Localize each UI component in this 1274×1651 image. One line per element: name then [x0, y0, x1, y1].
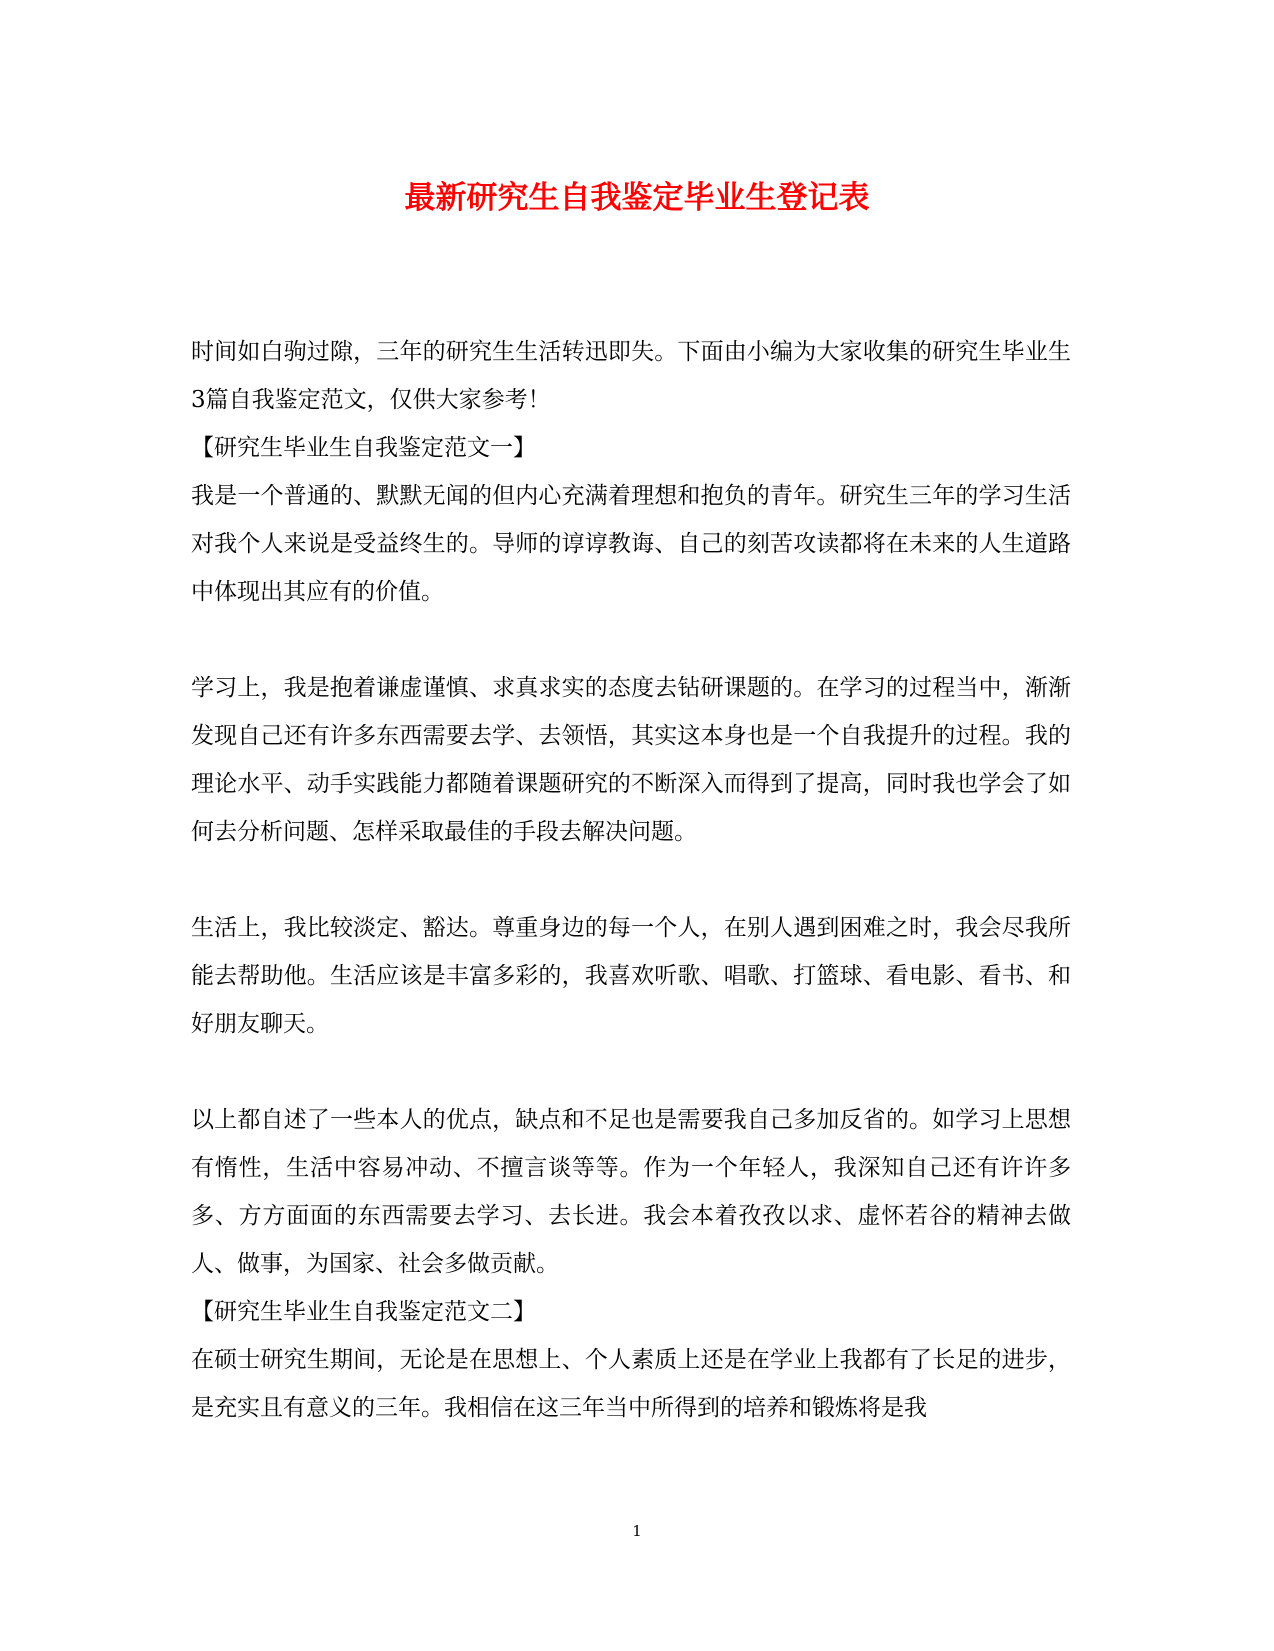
document-body — [191, 328, 1071, 1432]
paragraph: 在硕士研究生期间，无论是在思想上、个人素质上还是在学业上我都有了长足的进步，是充实且有意义的三年。我相信在这三年当中所得到的培养和锻炼将是我 — [191, 1347, 1071, 1421]
section-heading-two: 【研究生毕业生自我鉴定范文二】 — [191, 1299, 536, 1325]
section-heading-one: 【研究生毕业生自我鉴定范文一】 — [191, 435, 536, 461]
page-number: 1 — [632, 1522, 642, 1540]
paragraph: 以上都自述了一些本人的优点，缺点和不足也是需要我自己多加反省的。如学习上思想有惰性，生活中容易冲动、不擅言谈等等。作为一个年轻人，我深知自己还有许许多多、方方面面的东西需要去学习、去长进。我会本着孜孜以求、虚怀若谷的精神去做人、做事，为国家、社会多做贡献。 — [191, 1107, 1071, 1277]
paragraph: 学习上，我是抱着谦虚谨慎、求真求实的态度去钻研课题的。在学习的过程当中，渐渐发现自己还有许多东西需要去学、去领悟，其实这本身也是一个自我提升的过程。我的理论水平、动手实践能力都随着课题研究的不断深入而得到了提高，同时我也学会了如何去分析问题、怎样采取最佳的手段去解决问题。 — [191, 675, 1071, 845]
paragraph: 生活上，我比较淡定、豁达。尊重身边的每一个人，在别人遇到困难之时，我会尽我所能去帮助他。生活应该是丰富多彩的，我喜欢听歌、唱歌、打篮球、看电影、看书、和好朋友聊天。 — [191, 915, 1071, 1037]
intro-paragraph: 时间如白驹过隙，三年的研究生生活转迅即失。下面由小编为大家收集的研究生毕业生3篇自我鉴定范文，仅供大家参考！ — [191, 339, 1071, 413]
paragraph: 我是一个普通的、默默无闻的但内心充满着理想和抱负的青年。研究生三年的学习生活对我个人来说是受益终生的。导师的谆谆教诲、自己的刻苦攻读都将在未来的人生道路中体现出其应有的价值。 — [191, 483, 1071, 605]
document-title: 最新研究生自我鉴定毕业生登记表 — [404, 180, 870, 216]
